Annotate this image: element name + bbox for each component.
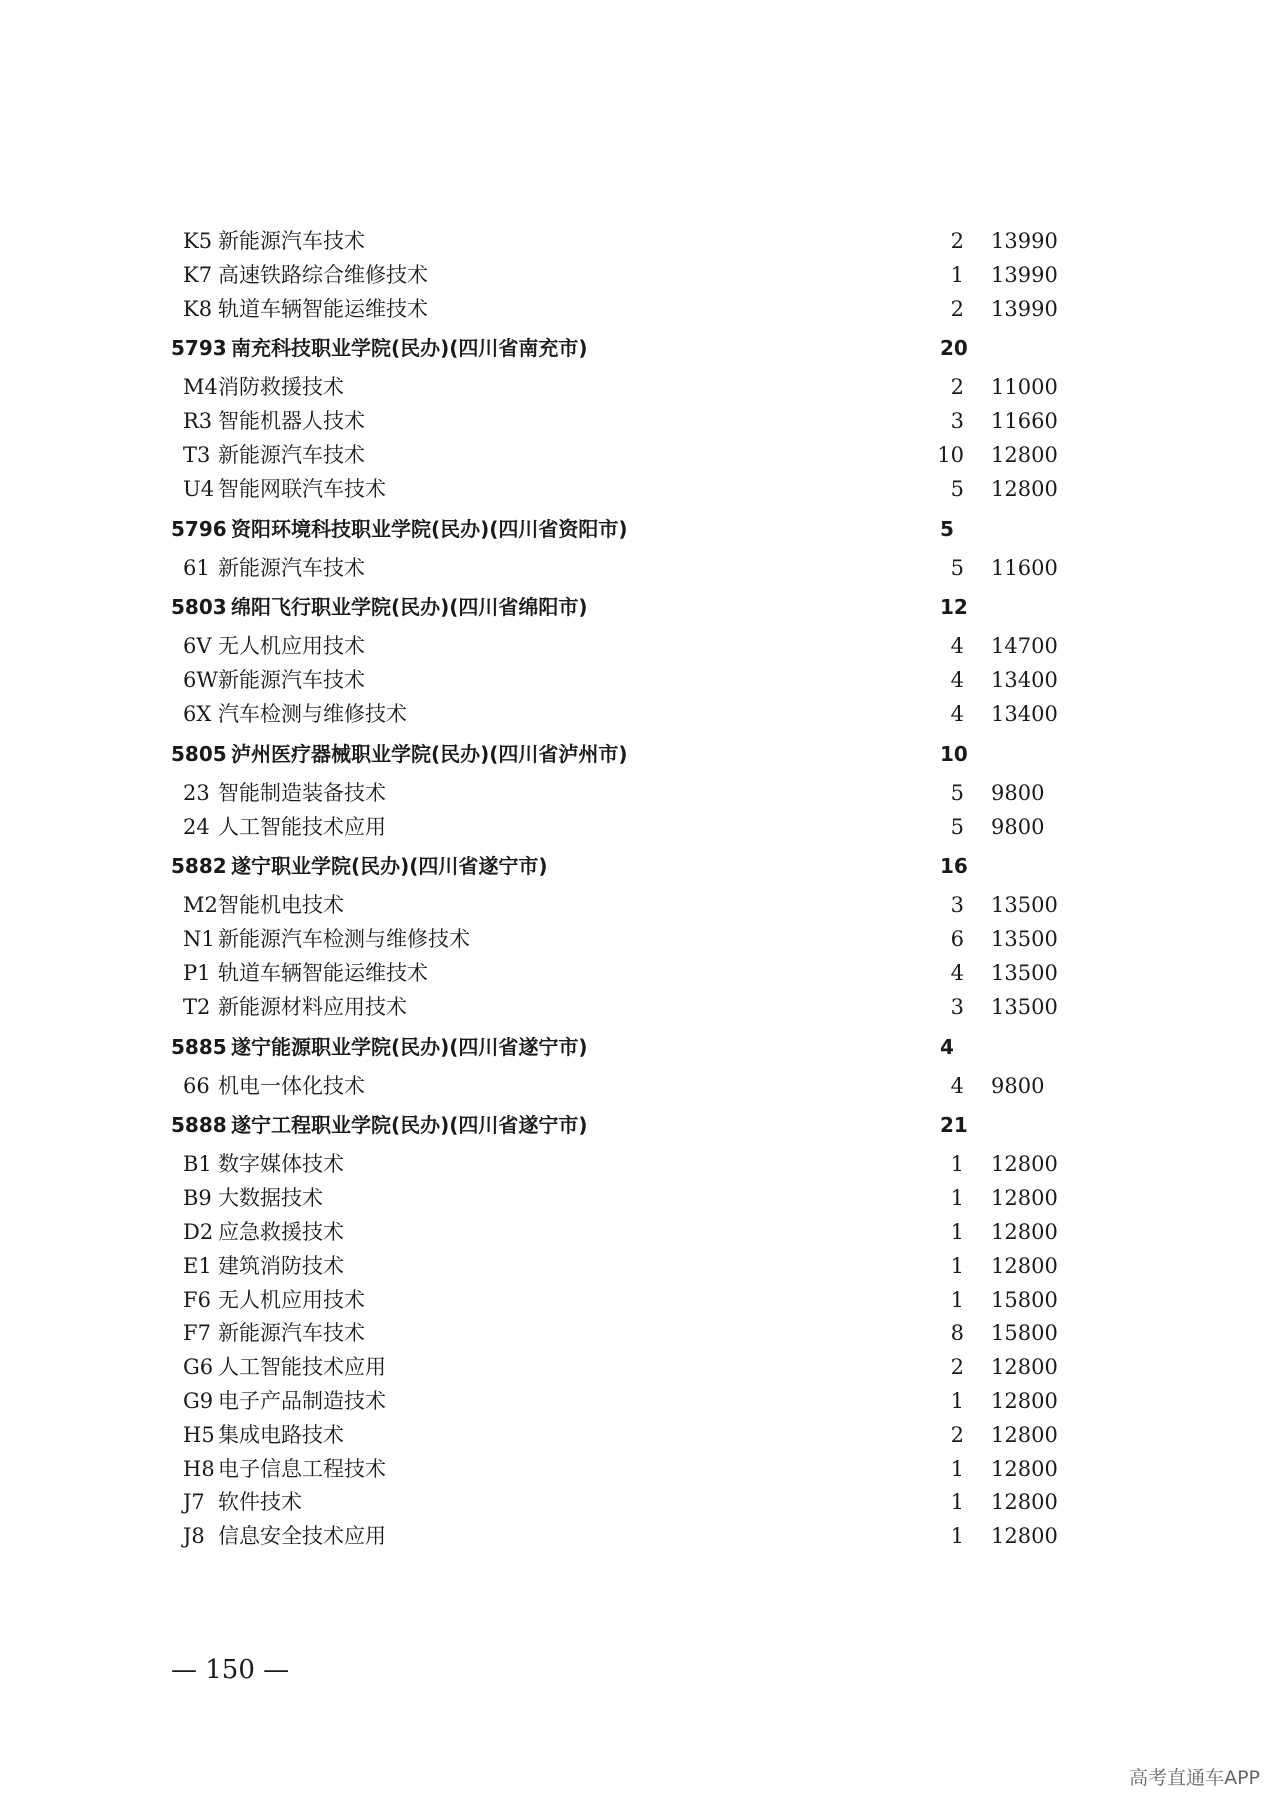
major-row xyxy=(0,1249,1280,1283)
major-name: 建筑消防技术 xyxy=(218,1253,344,1278)
major-code: 6V xyxy=(183,634,212,659)
major-plan-count: 1 xyxy=(950,1152,964,1177)
major-plan-count: 1 xyxy=(950,262,964,287)
school-header xyxy=(0,506,1280,551)
major-row xyxy=(0,1215,1280,1249)
school-header xyxy=(0,325,1280,370)
major-name: 新能源汽车技术 xyxy=(218,668,365,693)
major-tuition: 12800 xyxy=(991,1152,1058,1177)
major-code: T3 xyxy=(183,442,211,467)
school-header xyxy=(0,843,1280,888)
major-code: P1 xyxy=(183,960,211,985)
major-name: 消防救援技术 xyxy=(218,375,344,400)
major-code: 61 xyxy=(183,555,210,580)
major-plan-count: 5 xyxy=(950,476,964,501)
major-code: D2 xyxy=(183,1219,214,1244)
major-code: B9 xyxy=(183,1186,212,1211)
school-name: 遂宁能源职业学院(民办)(四川省遂宁市) xyxy=(231,1034,588,1059)
major-code: E1 xyxy=(183,1253,212,1278)
major-plan-count: 8 xyxy=(950,1321,964,1346)
major-code: H8 xyxy=(183,1456,215,1481)
major-plan-count: 2 xyxy=(950,1355,964,1380)
major-plan-count: 2 xyxy=(950,296,964,321)
major-tuition: 12800 xyxy=(991,1524,1058,1549)
major-plan-count: 5 xyxy=(950,780,964,805)
major-name: 新能源汽车技术 xyxy=(218,229,365,253)
major-code: G6 xyxy=(183,1355,214,1380)
major-row xyxy=(0,1147,1280,1181)
major-row xyxy=(0,438,1280,472)
major-row xyxy=(0,629,1280,663)
major-tuition: 9800 xyxy=(991,1073,1045,1098)
major-name: 智能机器人技术 xyxy=(218,409,365,434)
school-code: 5796 xyxy=(171,516,227,541)
major-name: 数字媒体技术 xyxy=(218,1152,344,1177)
major-row xyxy=(0,956,1280,990)
major-name: 轨道车辆智能运维技术 xyxy=(218,960,428,985)
major-code: K5 xyxy=(183,229,213,253)
major-tuition: 12800 xyxy=(991,1422,1058,1447)
major-tuition: 11000 xyxy=(991,375,1058,400)
major-name: 新能源汽车检测与维修技术 xyxy=(218,927,470,952)
major-row xyxy=(0,1519,1280,1553)
major-plan-count: 1 xyxy=(950,1186,964,1211)
school-header xyxy=(0,584,1280,629)
major-code: B1 xyxy=(183,1152,212,1177)
school-name: 泸州医疗器械职业学院(民办)(四川省泸州市) xyxy=(231,741,628,766)
major-row xyxy=(0,922,1280,956)
major-tuition: 9800 xyxy=(991,814,1045,839)
major-name: 软件技术 xyxy=(218,1490,302,1515)
major-name: 无人机应用技术 xyxy=(218,1287,365,1312)
school-code: 5805 xyxy=(171,741,227,766)
school-plan-count: 16 xyxy=(940,854,968,879)
major-plan-count: 5 xyxy=(950,555,964,580)
major-row xyxy=(0,258,1280,292)
major-name: 信息安全技术应用 xyxy=(218,1524,386,1549)
major-tuition: 13400 xyxy=(991,668,1058,693)
major-tuition: 15800 xyxy=(991,1287,1058,1312)
major-tuition: 11600 xyxy=(991,555,1058,580)
major-plan-count: 3 xyxy=(950,409,964,434)
major-tuition: 13400 xyxy=(991,701,1058,726)
major-plan-count: 6 xyxy=(950,927,964,952)
major-tuition: 13990 xyxy=(991,262,1058,287)
school-name: 遂宁工程职业学院(民办)(四川省遂宁市) xyxy=(231,1113,588,1138)
major-row xyxy=(0,1181,1280,1215)
major-tuition: 13500 xyxy=(991,927,1058,952)
major-tuition: 12800 xyxy=(991,1456,1058,1481)
major-plan-count: 2 xyxy=(950,229,964,253)
major-code: F7 xyxy=(183,1321,211,1346)
enrollment-plan-list xyxy=(0,224,1280,1553)
major-row xyxy=(0,1316,1280,1350)
major-code: F6 xyxy=(183,1287,211,1312)
major-code: H5 xyxy=(183,1422,215,1447)
major-row xyxy=(0,472,1280,506)
page-number: — 150 — xyxy=(171,1655,290,1685)
major-row xyxy=(0,1452,1280,1486)
major-name: 大数据技术 xyxy=(218,1186,323,1211)
major-name: 无人机应用技术 xyxy=(218,634,365,659)
major-row xyxy=(0,1350,1280,1384)
major-plan-count: 4 xyxy=(950,634,964,659)
major-tuition: 12800 xyxy=(991,1253,1058,1278)
major-plan-count: 4 xyxy=(950,1073,964,1098)
school-plan-count: 12 xyxy=(940,595,968,620)
major-code: T2 xyxy=(183,994,211,1019)
major-tuition: 13500 xyxy=(991,994,1058,1019)
school-plan-count: 21 xyxy=(940,1113,968,1138)
major-plan-count: 2 xyxy=(950,375,964,400)
major-tuition: 12800 xyxy=(991,1355,1058,1380)
major-code: N1 xyxy=(183,927,215,952)
major-code: 23 xyxy=(183,780,210,805)
major-tuition: 9800 xyxy=(991,780,1045,805)
major-tuition: 14700 xyxy=(991,634,1058,659)
major-plan-count: 1 xyxy=(950,1388,964,1413)
major-tuition: 13500 xyxy=(991,960,1058,985)
major-plan-count: 3 xyxy=(950,994,964,1019)
major-row xyxy=(0,404,1280,438)
major-row xyxy=(0,697,1280,731)
major-tuition: 12800 xyxy=(991,1219,1058,1244)
major-row xyxy=(0,292,1280,326)
major-name: 高速铁路综合维修技术 xyxy=(218,262,428,287)
major-code: M2 xyxy=(183,893,218,918)
major-name: 新能源材料应用技术 xyxy=(218,994,407,1019)
major-row xyxy=(0,776,1280,810)
major-code: J8 xyxy=(183,1524,205,1549)
school-code: 5793 xyxy=(171,336,227,361)
major-code: 24 xyxy=(183,814,210,839)
major-tuition: 11660 xyxy=(991,409,1058,434)
school-code: 5888 xyxy=(171,1113,227,1138)
major-name: 集成电路技术 xyxy=(218,1422,344,1447)
major-tuition: 12800 xyxy=(991,442,1058,467)
major-name: 新能源汽车技术 xyxy=(218,555,365,580)
major-row xyxy=(0,370,1280,404)
school-header xyxy=(0,1024,1280,1069)
major-tuition: 12800 xyxy=(991,1388,1058,1413)
school-name: 遂宁职业学院(民办)(四川省遂宁市) xyxy=(231,854,548,879)
major-row xyxy=(0,1384,1280,1418)
major-row xyxy=(0,1485,1280,1519)
major-row xyxy=(0,551,1280,585)
school-code: 5803 xyxy=(171,595,227,620)
school-name: 南充科技职业学院(民办)(四川省南充市) xyxy=(231,336,588,361)
major-name: 人工智能技术应用 xyxy=(218,1355,386,1380)
watermark-text: 高考直通车APP xyxy=(1129,1767,1260,1789)
major-name: 新能源汽车技术 xyxy=(218,1321,365,1346)
major-name: 电子信息工程技术 xyxy=(218,1456,386,1481)
major-name: 智能网联汽车技术 xyxy=(218,476,386,501)
major-name: 汽车检测与维修技术 xyxy=(218,701,407,726)
major-plan-count: 1 xyxy=(950,1456,964,1481)
major-code: R3 xyxy=(183,409,213,434)
major-code: 6W xyxy=(183,668,218,693)
major-tuition: 13990 xyxy=(991,229,1058,253)
major-code: G9 xyxy=(183,1388,214,1413)
school-plan-count: 20 xyxy=(940,336,968,361)
major-row xyxy=(0,663,1280,697)
school-header xyxy=(0,1102,1280,1147)
school-plan-count: 4 xyxy=(940,1034,954,1059)
school-code: 5885 xyxy=(171,1034,227,1059)
major-plan-count: 5 xyxy=(950,814,964,839)
major-name: 人工智能技术应用 xyxy=(218,814,386,839)
major-code: 6X xyxy=(183,701,212,726)
major-code: 66 xyxy=(183,1073,210,1098)
major-name: 应急救援技术 xyxy=(218,1219,344,1244)
major-code: M4 xyxy=(183,375,218,400)
major-code: K7 xyxy=(183,262,213,287)
major-plan-count: 1 xyxy=(950,1219,964,1244)
major-row xyxy=(0,810,1280,844)
major-tuition: 13990 xyxy=(991,296,1058,321)
major-plan-count: 4 xyxy=(950,960,964,985)
school-name: 绵阳飞行职业学院(民办)(四川省绵阳市) xyxy=(231,595,588,620)
major-name: 新能源汽车技术 xyxy=(218,442,365,467)
major-tuition: 12800 xyxy=(991,1186,1058,1211)
major-plan-count: 1 xyxy=(950,1253,964,1278)
major-tuition: 13500 xyxy=(991,893,1058,918)
major-plan-count: 4 xyxy=(950,668,964,693)
major-plan-count: 10 xyxy=(937,442,964,467)
major-plan-count: 1 xyxy=(950,1287,964,1312)
major-row xyxy=(0,1069,1280,1103)
major-tuition: 12800 xyxy=(991,1490,1058,1515)
major-row xyxy=(0,1283,1280,1317)
school-code: 5882 xyxy=(171,854,227,879)
major-name: 电子产品制造技术 xyxy=(218,1388,386,1413)
major-plan-count: 4 xyxy=(950,701,964,726)
school-header xyxy=(0,731,1280,776)
major-tuition: 12800 xyxy=(991,476,1058,501)
major-name: 轨道车辆智能运维技术 xyxy=(218,296,428,321)
major-row xyxy=(0,888,1280,922)
major-plan-count: 1 xyxy=(950,1490,964,1515)
major-row xyxy=(0,1418,1280,1452)
major-code: J7 xyxy=(183,1490,205,1515)
major-plan-count: 3 xyxy=(950,893,964,918)
school-name: 资阳环境科技职业学院(民办)(四川省资阳市) xyxy=(231,516,628,541)
major-plan-count: 1 xyxy=(950,1524,964,1549)
major-code: K8 xyxy=(183,296,213,321)
major-name: 智能制造装备技术 xyxy=(218,780,386,805)
major-plan-count: 2 xyxy=(950,1422,964,1447)
major-name: 智能机电技术 xyxy=(218,893,344,918)
major-row xyxy=(0,224,1280,258)
major-tuition: 15800 xyxy=(991,1321,1058,1346)
school-plan-count: 10 xyxy=(940,741,968,766)
major-name: 机电一体化技术 xyxy=(218,1073,365,1098)
major-row xyxy=(0,990,1280,1024)
major-code: U4 xyxy=(183,476,215,501)
school-plan-count: 5 xyxy=(940,516,954,541)
